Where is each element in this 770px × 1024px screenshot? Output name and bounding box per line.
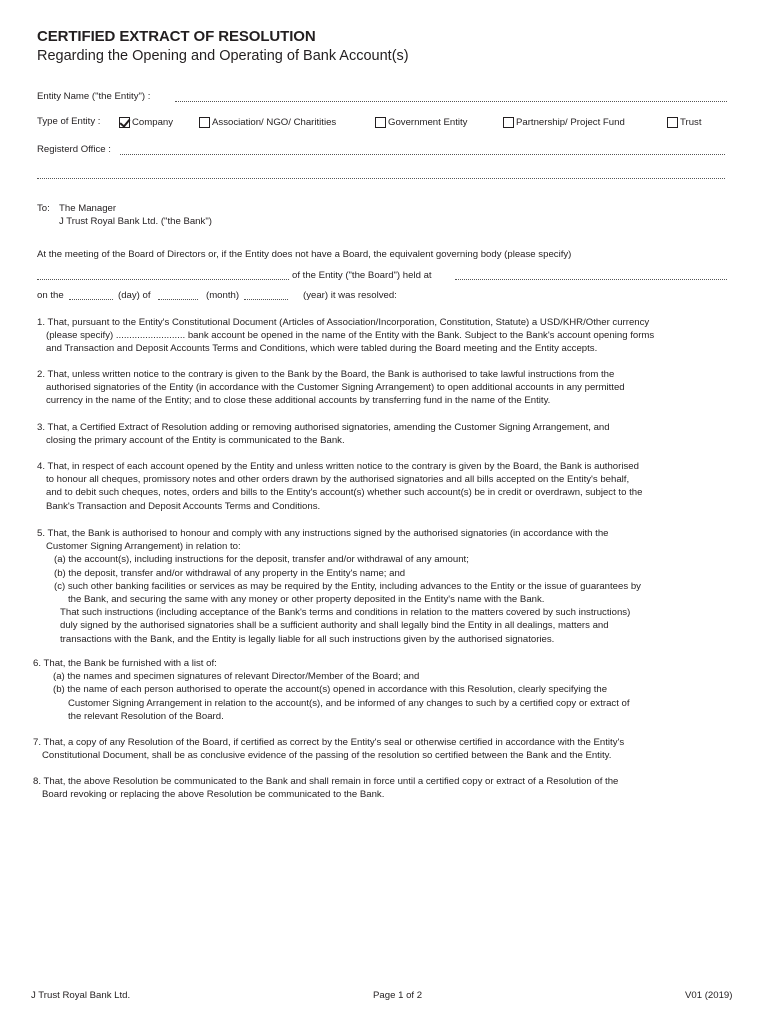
company-label: Company	[132, 117, 174, 128]
document-subtitle: Regarding the Opening and Operating of Bank Account(s)	[37, 48, 409, 64]
trust-label: Trust	[680, 117, 702, 128]
clause-7-line: Constitutional Document, shall be as conclusive evidence of the passing of the resolution so certified between the Bank and the Entity.	[42, 750, 612, 762]
registered-office-field[interactable]	[120, 154, 725, 155]
month-label: (month)	[206, 290, 240, 301]
clause-5-line: 5. That, the Bank is authorised to honour and comply with any instructions signed by the authorised signatories (in accordance with the	[37, 528, 609, 539]
clause-6-item-b-cont: Customer Signing Arrangement in relation to the account(s), and be informed of any changes to such by a certified copy or extract of	[68, 697, 630, 709]
clause-2-line: 2. That, unless written notice to the contrary is given to the Bank by the Board, the Bank is authorised to take lawful instructions from the	[37, 369, 615, 380]
footer-version: V01 (2019)	[685, 990, 733, 1001]
company-checkbox[interactable]	[119, 117, 130, 128]
entity-type-option-company[interactable]	[119, 115, 173, 133]
clause-5-line: duly signed by the authorised signatories shall be a sufficient authority and shall legally bind the Entity in all dealings, matters and	[60, 620, 609, 632]
governing-body-field[interactable]	[37, 279, 289, 280]
clause-5-item-c-cont: the Bank, and securing the same with any money or other property deposited in the Entity's name with the Bank.	[68, 594, 545, 606]
clause-1-line: and Transaction and Deposit Accounts Terms and Conditions, which were tabled during the Board meeting and the Entity accepts.	[46, 343, 598, 355]
clause-6-item-b-cont: the relevant Resolution of the Board.	[68, 710, 224, 722]
clause-5-line: transactions with the Bank, and the Entity is legally liable for all such instructions given by the authorised signatories.	[60, 633, 555, 645]
entity-type-option-partnership[interactable]	[503, 115, 625, 133]
association-checkbox[interactable]	[199, 117, 210, 128]
day-field[interactable]	[69, 299, 113, 300]
clause-1-line: 1. That, pursuant to the Entity's Constitutional Document (Articles of Association/Incorporation, Constitution, Statute) a USD/KHR/Other currency	[37, 317, 650, 328]
clause-3-line: 3. That, a Certified Extract of Resolution adding or removing authorised signatories, amending the Customer Signing Arrangement, and	[37, 422, 610, 433]
partnership-label: Partnership/ Project Fund	[516, 117, 625, 128]
clause-4	[37, 460, 737, 513]
registered-office-field-line2[interactable]	[37, 178, 725, 179]
clause-5-item-a: (a) the account(s), including instructions for the deposit, transfer and/or withdrawal of any amount;	[54, 554, 469, 566]
meeting-intro: At the meeting of the Board of Directors or, if the Entity does not have a Board, the equivalent governing body (please specify)	[37, 249, 572, 260]
addressee-line2: J Trust Royal Bank Ltd. ("the Bank")	[59, 216, 212, 227]
year-field[interactable]	[244, 299, 288, 300]
registered-office-label: Registerd Office :	[37, 144, 111, 155]
clause-3-line: closing the primary account of the Entity is communicated to the Bank.	[46, 435, 345, 447]
entity-type-option-trust[interactable]	[667, 115, 702, 133]
entity-name-label: Entity Name ("the Entity") :	[37, 91, 151, 102]
clause-5-line: Customer Signing Arrangement) in relation to:	[46, 541, 241, 553]
clause-6-item-a: (a) the names and specimen signatures of relevant Director/Member of the Board; and	[53, 671, 420, 683]
clause-6	[33, 657, 733, 723]
entity-name-field[interactable]	[175, 101, 727, 102]
government-checkbox[interactable]	[375, 117, 386, 128]
clause-8	[33, 775, 733, 801]
addressee-line1: The Manager	[59, 203, 117, 214]
clause-2-line: currency in the name of the Entity; and to close these additional accounts by transferring fund in the name of the Entity.	[46, 395, 551, 407]
meeting-location-field[interactable]	[455, 279, 727, 280]
clause-4-line: 4. That, in respect of each account opened by the Entity and unless written notice to the contrary is given by the Board, the Bank is authorised	[37, 461, 639, 472]
day-of-label: (day) of	[118, 290, 151, 301]
document-title: CERTIFIED EXTRACT OF RESOLUTION	[37, 28, 316, 45]
entity-type-label: Type of Entity :	[37, 116, 101, 127]
clause-4-line: to honour all cheques, promissory notes and other orders drawn by the authorised signatories and all bills accepted on the Entity's behalf,	[46, 474, 630, 486]
clause-6-line: 6. That, the Bank be furnished with a list of:	[33, 658, 217, 669]
partnership-checkbox[interactable]	[503, 117, 514, 128]
clause-8-line: 8. That, the above Resolution be communicated to the Bank and shall remain in force until a certified copy or extract of a Resolution of the	[33, 776, 619, 787]
clause-1	[37, 316, 737, 356]
clause-1-line: (please specify) .......................... bank account be opened in the name of the Entity with the Bank. Subject to the Bank's account opening forms	[46, 330, 655, 342]
clause-5-line: That such instructions (including acceptance of the Bank's terms and conditions in relation to the matters covered by such instructions)	[60, 607, 631, 619]
meeting-held-at-label: of the Entity ("the Board") held at	[292, 270, 432, 281]
clause-4-line: Bank's Transaction and Deposit Accounts Terms and Conditions.	[46, 500, 321, 512]
month-field[interactable]	[158, 299, 198, 300]
trust-checkbox[interactable]	[667, 117, 678, 128]
clause-5-item-b: (b) the deposit, transfer and/or withdrawal of any property in the Entity's name; and	[54, 567, 406, 579]
clause-2	[37, 368, 737, 408]
on-the-label: on the	[37, 290, 64, 301]
clause-5-item-c: (c) such other banking facilities or services as may be required by the Entity, including advances to the Entity or the issue of guarantees by	[54, 580, 641, 592]
clause-7-line: 7. That, a copy of any Resolution of the Board, if certified as correct by the Entity's seal or otherwise certified in accordance with the Entity's	[33, 737, 625, 748]
clause-7	[33, 736, 733, 762]
clause-8-line: Board revoking or replacing the above Resolution be communicated to the Bank.	[42, 789, 385, 801]
clause-3	[37, 421, 737, 447]
clause-5	[37, 527, 737, 646]
government-label: Government Entity	[388, 117, 468, 128]
association-label: Association/ NGO/ Charitities	[212, 117, 337, 128]
footer-page-number: Page 1 of 2	[373, 990, 423, 1001]
entity-type-option-association[interactable]	[199, 115, 336, 133]
clause-2-line: authorised signatories of the Entity (in accordance with the Customer Signing Arrangement) to open additional accounts in any permitted	[46, 382, 625, 394]
clause-6-item-b: (b) the name of each person authorised to operate the account(s) opened in accordance with this Resolution, clearly specifying the	[53, 684, 608, 696]
entity-type-option-government[interactable]	[375, 115, 467, 133]
clause-4-line: and to debit such cheques, notes, orders and bills to the Entity's account(s) whether such account(s) be in credit or overdrawn, subject to the	[46, 487, 643, 499]
footer-bank-name: J Trust Royal Bank Ltd.	[31, 990, 131, 1001]
to-label: To:	[37, 203, 50, 214]
year-resolved-label: (year) it was resolved:	[303, 290, 397, 301]
